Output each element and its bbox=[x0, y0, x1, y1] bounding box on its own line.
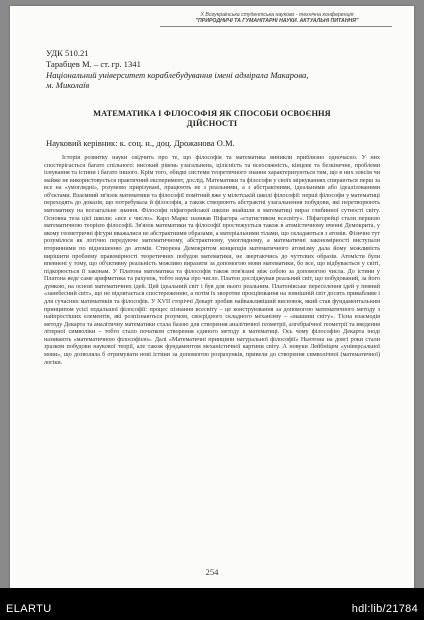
handle-link[interactable]: hdl:lib/21784 bbox=[351, 603, 418, 615]
affiliation-line2: м. Миколаїв bbox=[46, 80, 90, 91]
udc-code: УДК 510.21 bbox=[46, 48, 89, 58]
conference-header bbox=[162, 12, 392, 25]
scientific-advisor: Науковий керівник: к. соц. н., доц. Дрожанова О.М. bbox=[46, 138, 235, 148]
affiliation-line1: Національний університет кораблебудування імені адмірала Макарова, bbox=[46, 69, 309, 80]
article-title-line2: ДІЙСНОСТІ bbox=[186, 119, 238, 128]
article-title-line1: МАТЕМАТИКА І ФІЛОСОФІЯ ЯК СПОСОБИ ОСВОЄННЯ bbox=[93, 109, 331, 118]
conference-header-line2: "ПРИРОДНИЧІ ТА ГУМАНІТАРНІ НАУКИ. АКТУАЛЬНІ ПИТАННЯ" bbox=[195, 18, 359, 25]
article-title bbox=[40, 109, 384, 129]
header-divider bbox=[160, 26, 392, 27]
conference-header-line1: X Всеукраїнська студентська науково - технічна конференція bbox=[200, 12, 354, 18]
page-number: 254 bbox=[205, 567, 219, 577]
document-page bbox=[10, 6, 414, 588]
article-meta bbox=[46, 48, 386, 91]
repository-name: ELARTU bbox=[6, 603, 52, 615]
article-body: Історія розвитку науки свідчить про те, що філософія та математика виникли приблизно одночасно. У них спостерігається багато спільного: високий рівень узагальнень, цілісність та всеосяжність, кінцеве та безкінечне, проблеми існування та істини і багато іншого. Крім того, обидві системи теоретичного знання характеризуються тим, що в них зовсім чи майже не використовується практичний експеримент, дослід. Математики та філософи у своїх міркуваннях спираються перш за все на «умоглядні», розумово прирізувані, працюють не з реальними, а з абстрактними, ідеальними або ідеалізованими об'єктами. Взаємний зв'язок математики та філософії помітний вже у мілетській школі філософії: перші філософи у математиці переходять до доказів, що потребувала й філософія, а також створюють абстрактні узагальнення побудови, які перетворюють математику на всезагальне знання. Філософи піфагорейської школи знайшли в математиці вираз глибинної сутності світу. Основна теза цієї школи: «все є число». Карл Маркс називав Піфагора «статистиком всесвіту». Піфагорейці стали першою математичною теорією філософії. Зв'язок математики та філософії простежується також в атомістичному вченні Демокрита, у якому геометричні фігури вважалися не абстрактними образами, а матеріальними тілами, що складаються з атомів. Фізичне тут розумілося як логічно передуюче математичному, абстрактному, умоглядному, а математичні закономірності виступали вторинними по відношенню до атомів. Створена Демокритом концепція математичного атомізму дала йому можливість вирішити проблему правомірності теоретичних побудов математики, не звертаючись до чуттєвих образів. Атомісти були впевнені у тому, що об'єктивну реальність можливо виразити за допомогою мови математики, бо все, що відбувається у світі, підкорюється її законам. У Платона математика та філософія також пов'язані між собою за допомогою числа. До істини у Платона веде саме арифметика та рахунок, тобто наука про число. Платон досліджував реальний світ, що побудований, за його думкою, на основі математичних ідей. Цей ідеальний світ і був для нього реальним. Платонівське переселення ідей у певний «занебесний світ», що не підлягається спостереженню, а потім їх зворотне проєціювання на зовнішній світ досить привабливе і для сучасних математиків та філософів. У XVII сторіччі Декарт зробив найважливіший висновок, який став фундаментальним принципом усієї подальшої філософії: процес пізнання всесвіту – це конструювання за допомогою математичного методу з найпростіших елементів, які розпізнаються розумом, своєрідного складного механізму – «машини світу». Тісна взаємодія методу Декарта та аналітичну математики стала базою для створення аналітичної геометрії, алгебраїчної геометрії та введення літерної символіки – тобто стало початком створення єдиного методу в математиці. Ось чому філософію Декарта іноді називають «математичною філософією». Далі «Математичні принципи натуральної філософії» Ньютона на довгі роки стали зразком побудови наукової теорії, але також фундаментом механістичної картини світу. А новуки Лейбніцем «універсальної мови», що дозволяла б отримувати нові істини за допомогою розрахунків, привели до створення символічної (математичної) логіки. bbox=[44, 155, 380, 366]
archive-footer-bar bbox=[0, 588, 424, 620]
author-line: Тарабцев М. – ст. гр. 1341 bbox=[46, 58, 141, 69]
